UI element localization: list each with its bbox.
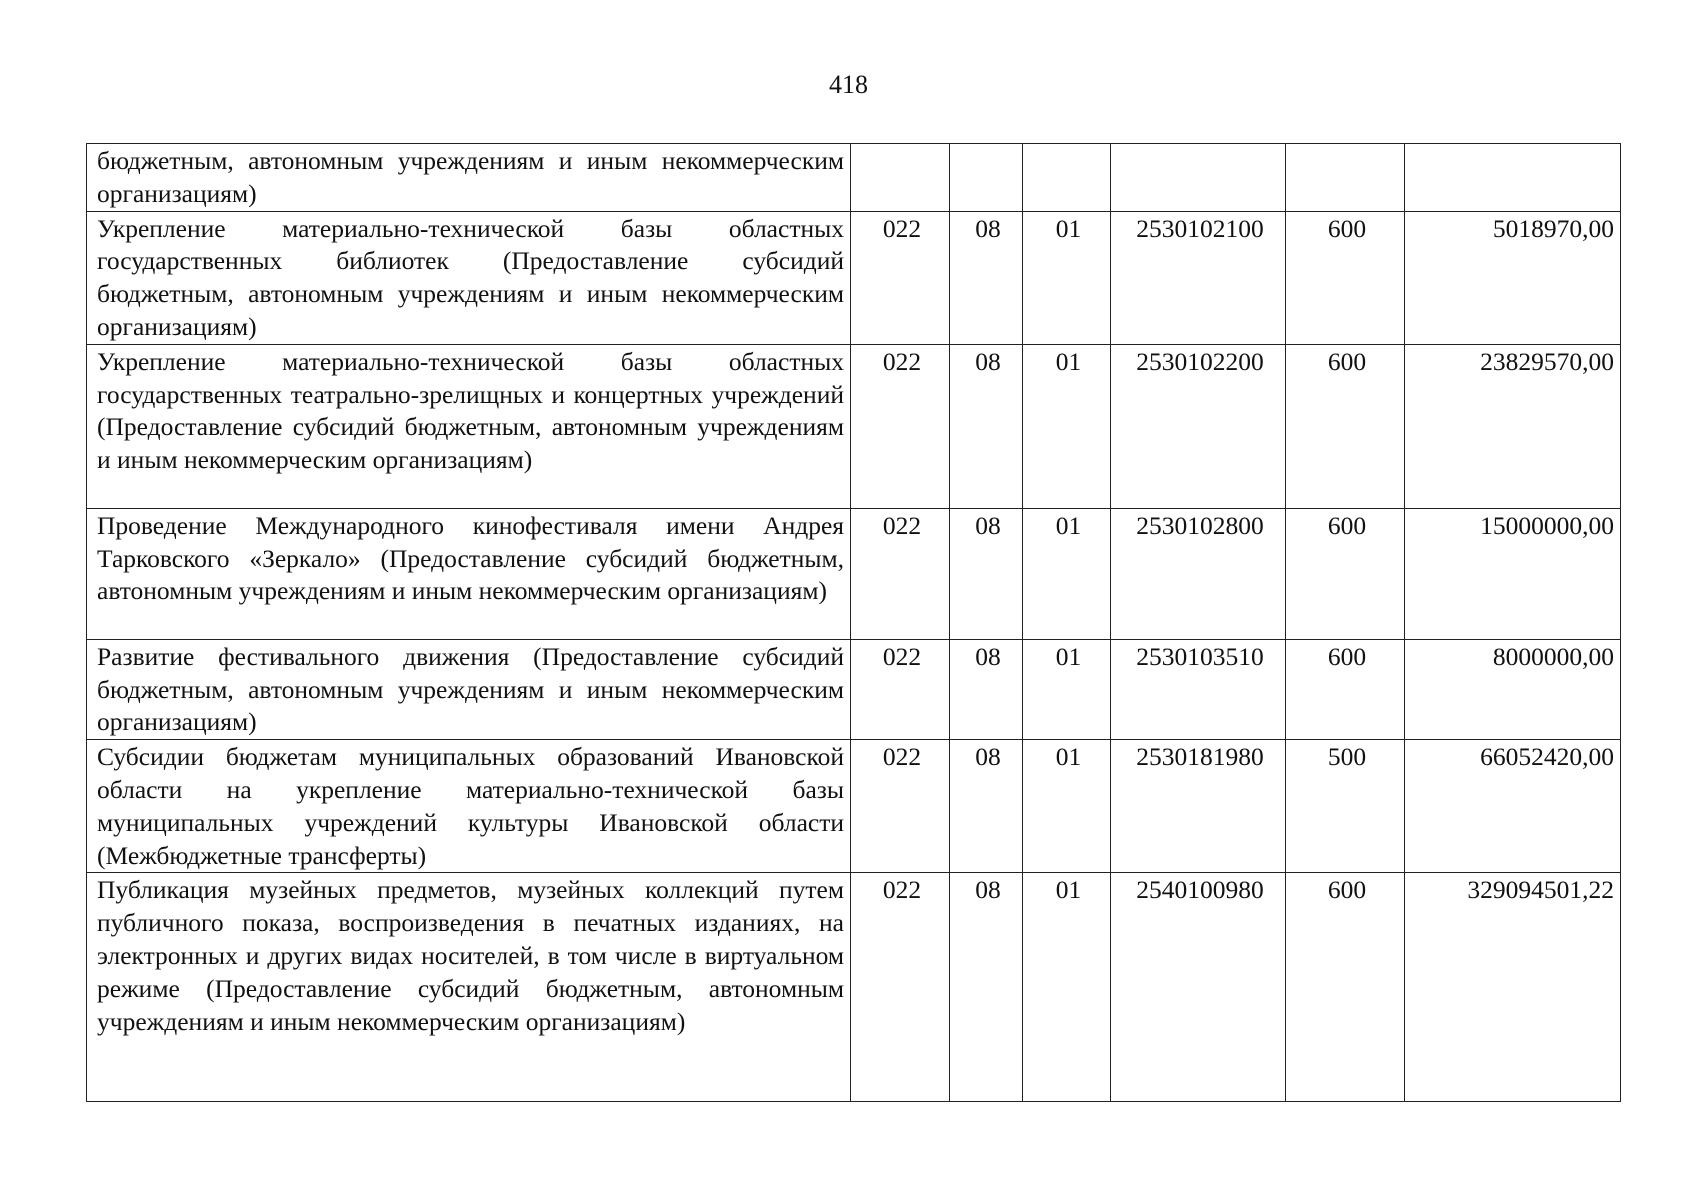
amount: 329094501,22 bbox=[1405, 873, 1621, 1102]
expense-description: Субсидии бюджетам муниципальных образований Ивановской области на укрепление материально-технической базы муниципальных учреждений культуры Ивановской области (Межбюджетные трансферты) bbox=[87, 740, 851, 873]
expense-description: Публикация музейных предметов, музейных коллекций путем публичного показа, воспроизведения в печатных изданиях, на электронных и других видах носителей, в том числе в виртуальном режиме (Предоставление субсидий бюджетным, автономным учреждениям и иным некоммерческим организациям) bbox=[87, 873, 851, 1102]
amount bbox=[1405, 144, 1621, 212]
expense-description: Развитие фестивального движения (Предоставление субсидий бюджетным, автономным учреждениям и иным некоммерческим организациям) bbox=[87, 639, 851, 739]
amount: 15000000,00 bbox=[1405, 508, 1621, 639]
expense-type-code: 600 bbox=[1286, 211, 1405, 344]
target-article-code: 2530102200 bbox=[1111, 344, 1286, 508]
subsection-code: 01 bbox=[1023, 211, 1111, 344]
subsection-code: 01 bbox=[1023, 740, 1111, 873]
subsection-code bbox=[1023, 144, 1111, 212]
expense-description: бюджетным, автономным учреждениям и иным некоммерческим организациям) bbox=[87, 144, 851, 212]
subsection-code: 01 bbox=[1023, 873, 1111, 1102]
amount: 5018970,00 bbox=[1405, 211, 1621, 344]
target-article-code: 2530103510 bbox=[1111, 639, 1286, 739]
subsection-code: 01 bbox=[1023, 344, 1111, 508]
ministry-code: 022 bbox=[851, 211, 950, 344]
expense-type-code: 500 bbox=[1286, 740, 1405, 873]
target-article-code: 2530102100 bbox=[1111, 211, 1286, 344]
target-article-code: 2530102800 bbox=[1111, 508, 1286, 639]
target-article-code: 2530181980 bbox=[1111, 740, 1286, 873]
section-code: 08 bbox=[950, 508, 1023, 639]
table-row bbox=[87, 344, 1621, 508]
expense-type-code: 600 bbox=[1286, 639, 1405, 739]
table-row bbox=[87, 211, 1621, 344]
table-row bbox=[87, 508, 1621, 639]
section-code: 08 bbox=[950, 740, 1023, 873]
expense-type-code: 600 bbox=[1286, 873, 1405, 1102]
expense-description: Укрепление материально-технической базы областных государственных библиотек (Предоставление субсидий бюджетным, автономным учреждениям и иным некоммерческим организациям) bbox=[87, 211, 851, 344]
target-article-code: 2540100980 bbox=[1111, 873, 1286, 1102]
expense-type-code: 600 bbox=[1286, 344, 1405, 508]
amount: 8000000,00 bbox=[1405, 639, 1621, 739]
ministry-code: 022 bbox=[851, 508, 950, 639]
amount: 23829570,00 bbox=[1405, 344, 1621, 508]
table-row bbox=[87, 873, 1621, 1102]
ministry-code: 022 bbox=[851, 639, 950, 739]
expense-description: Проведение Международного кинофестиваля имени Андрея Тарковского «Зеркало» (Предоставление субсидий бюджетным, автономным учреждениям и иным некоммерческим организациям) bbox=[87, 508, 851, 639]
section-code bbox=[950, 144, 1023, 212]
section-code: 08 bbox=[950, 873, 1023, 1102]
section-code: 08 bbox=[950, 211, 1023, 344]
ministry-code: 022 bbox=[851, 740, 950, 873]
expense-type-code bbox=[1286, 144, 1405, 212]
page-number: 418 bbox=[829, 70, 868, 99]
section-code: 08 bbox=[950, 344, 1023, 508]
subsection-code: 01 bbox=[1023, 639, 1111, 739]
subsection-code: 01 bbox=[1023, 508, 1111, 639]
ministry-code: 022 bbox=[851, 344, 950, 508]
table-row bbox=[87, 740, 1621, 873]
amount: 66052420,00 bbox=[1405, 740, 1621, 873]
table-row bbox=[87, 639, 1621, 739]
target-article-code bbox=[1111, 144, 1286, 212]
expense-description: Укрепление материально-технической базы областных государственных театрально-зрелищных и концертных учреждений (Предоставление субсидий бюджетным, автономным учреждениям и иным некоммерческим организациям) bbox=[87, 344, 851, 508]
expense-type-code: 600 bbox=[1286, 508, 1405, 639]
budget-table bbox=[86, 143, 1621, 1102]
ministry-code: 022 bbox=[851, 873, 950, 1102]
section-code: 08 bbox=[950, 639, 1023, 739]
ministry-code bbox=[851, 144, 950, 212]
table-row bbox=[87, 144, 1621, 212]
